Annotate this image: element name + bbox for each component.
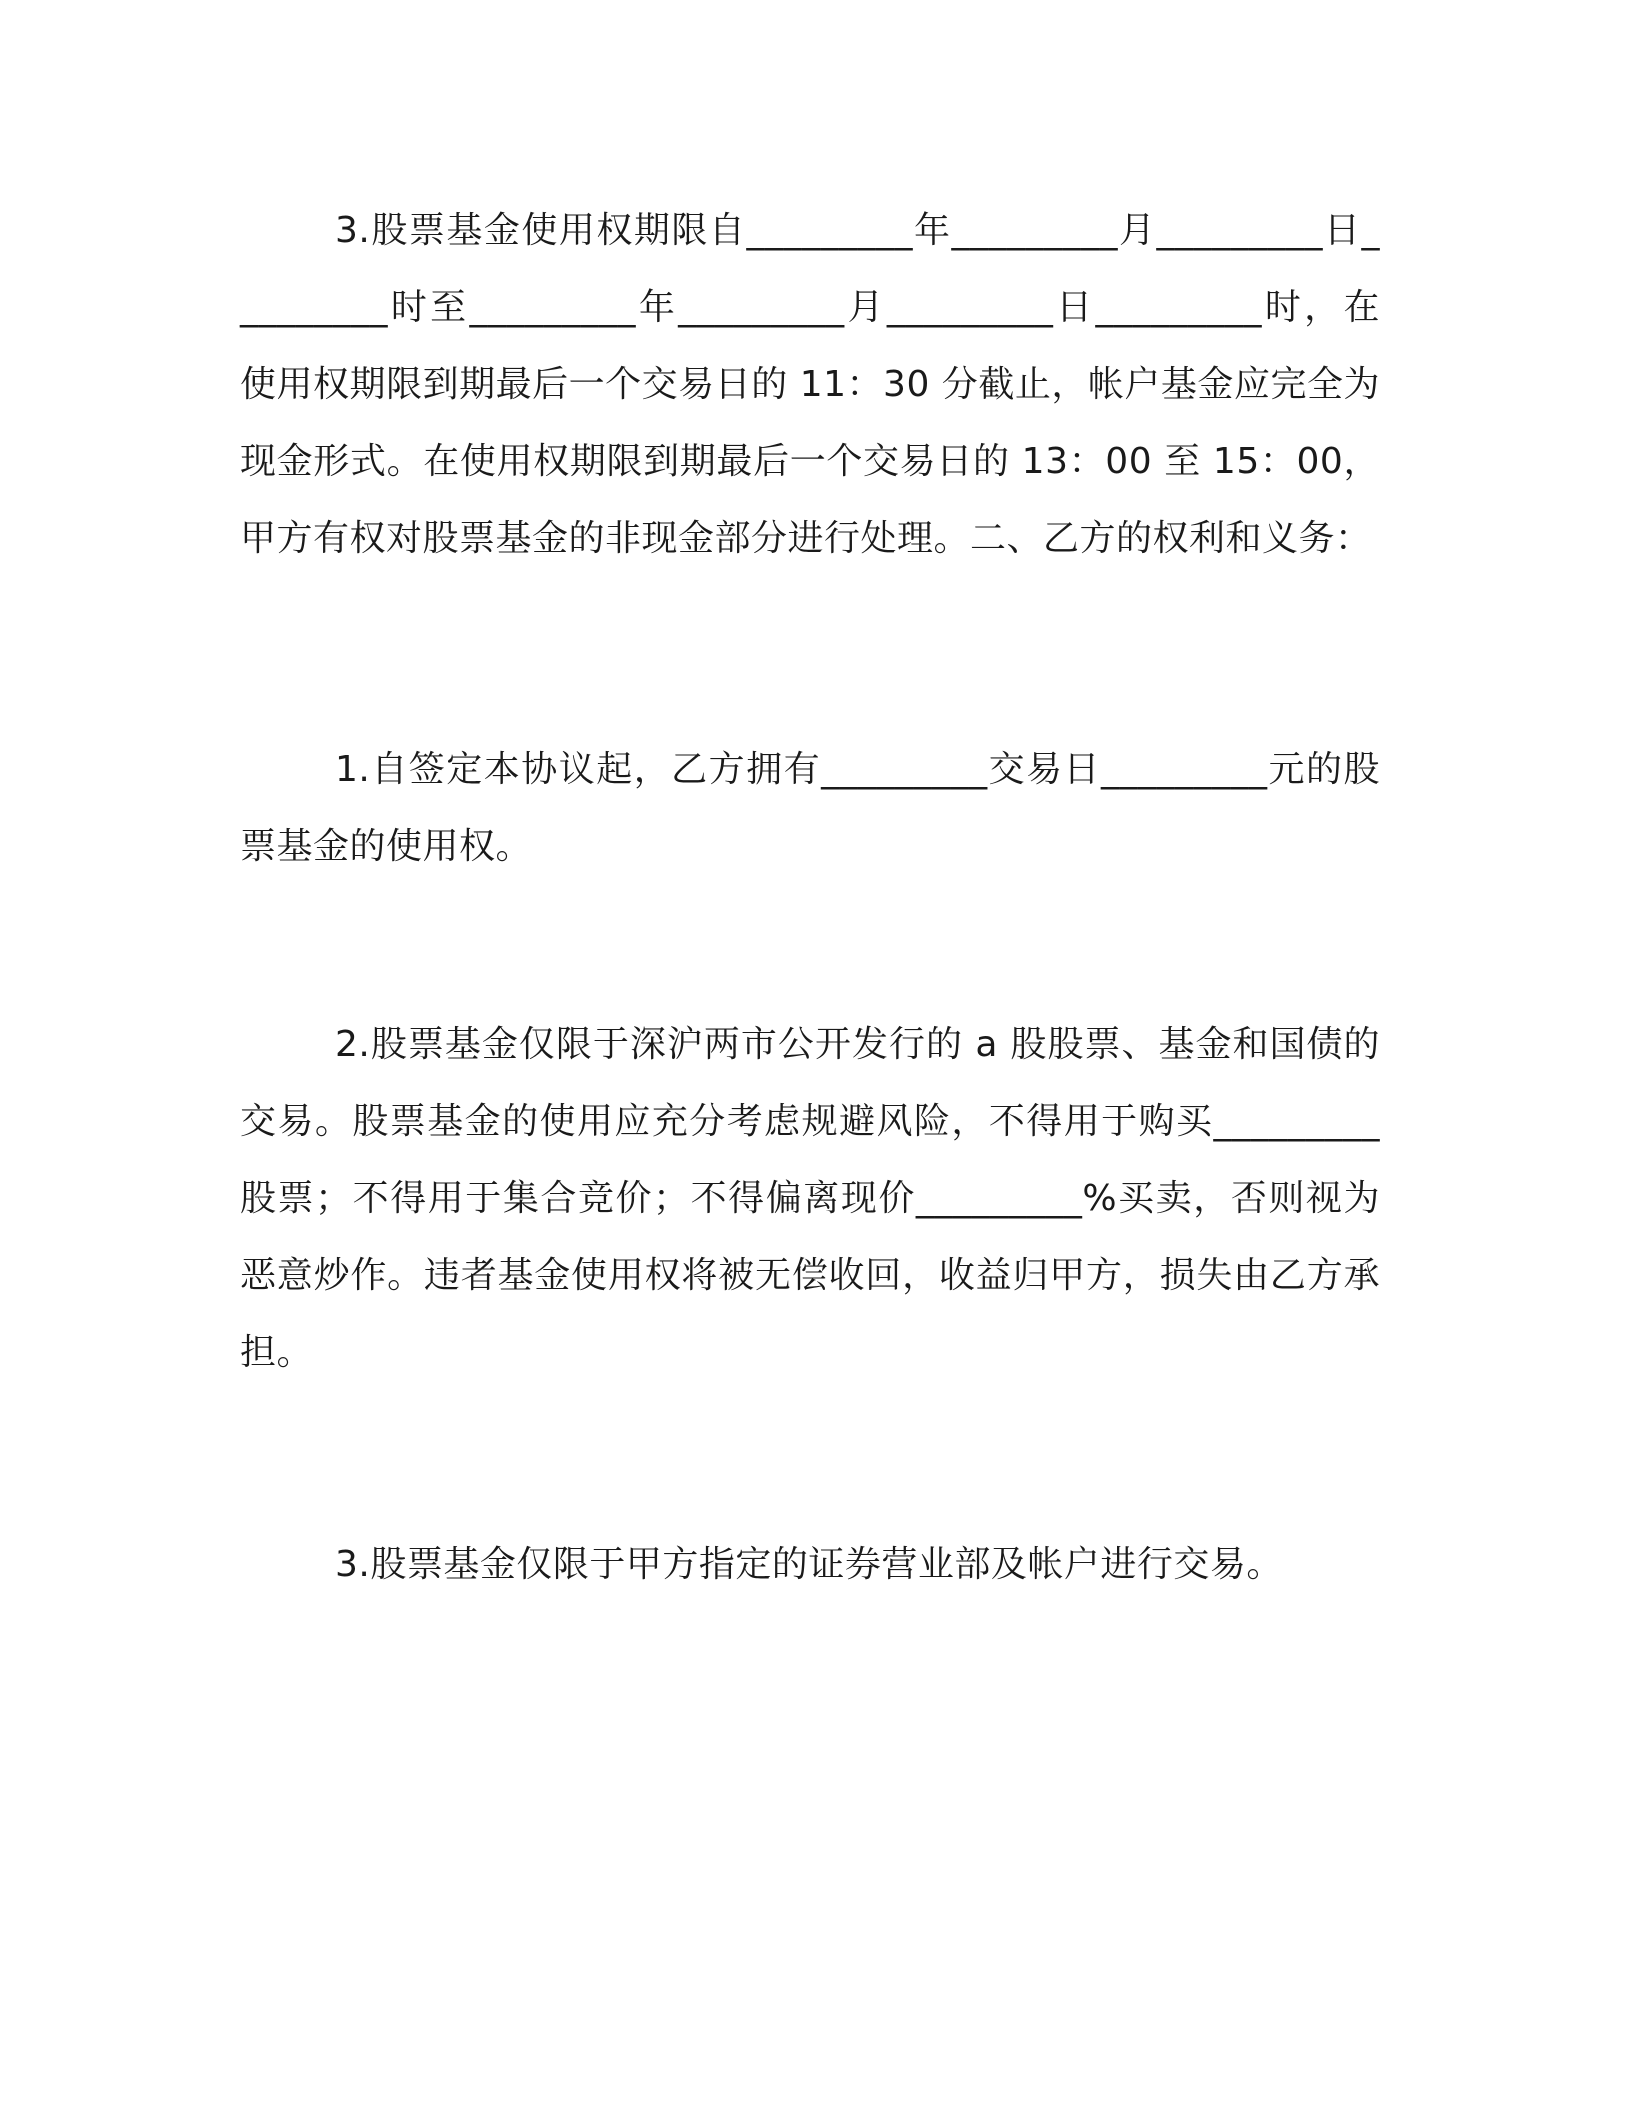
clause-usage-right: 1.自签定本协议起，乙方拥有_________交易日_________元的股票基金的使用权。	[240, 749, 1380, 867]
clause-trading-scope: 2.股票基金仅限于深沪两市公开发行的 a 股股票、基金和国债的交易。股票基金的使用应充分考虑规避风险，不得用于购买_________股票；不得用于集合竞价；不得偏离现价_________%买卖，否则视为恶意炒作。违者基金使用权将被无偿收回，收益归甲方，损失由乙方承担。	[240, 1024, 1380, 1373]
document-body	[240, 192, 1380, 1603]
clause-usage-period: 3.股票基金使用权期限自_________年_________月_________日_________时至_________年_________月_________日_________时，在使用权期限到期最后一个交易日的 11：30 分截止，帐户基金应完全为现金形式。在使用权期限到期最后一个交易日的 13：00 至 15：00，甲方有权对股票基金的非现金部分进行处理。二、乙方的权利和义务：	[240, 210, 1380, 559]
clause-designated-account: 3.股票基金仅限于甲方指定的证券营业部及帐户进行交易。	[335, 1544, 1283, 1585]
